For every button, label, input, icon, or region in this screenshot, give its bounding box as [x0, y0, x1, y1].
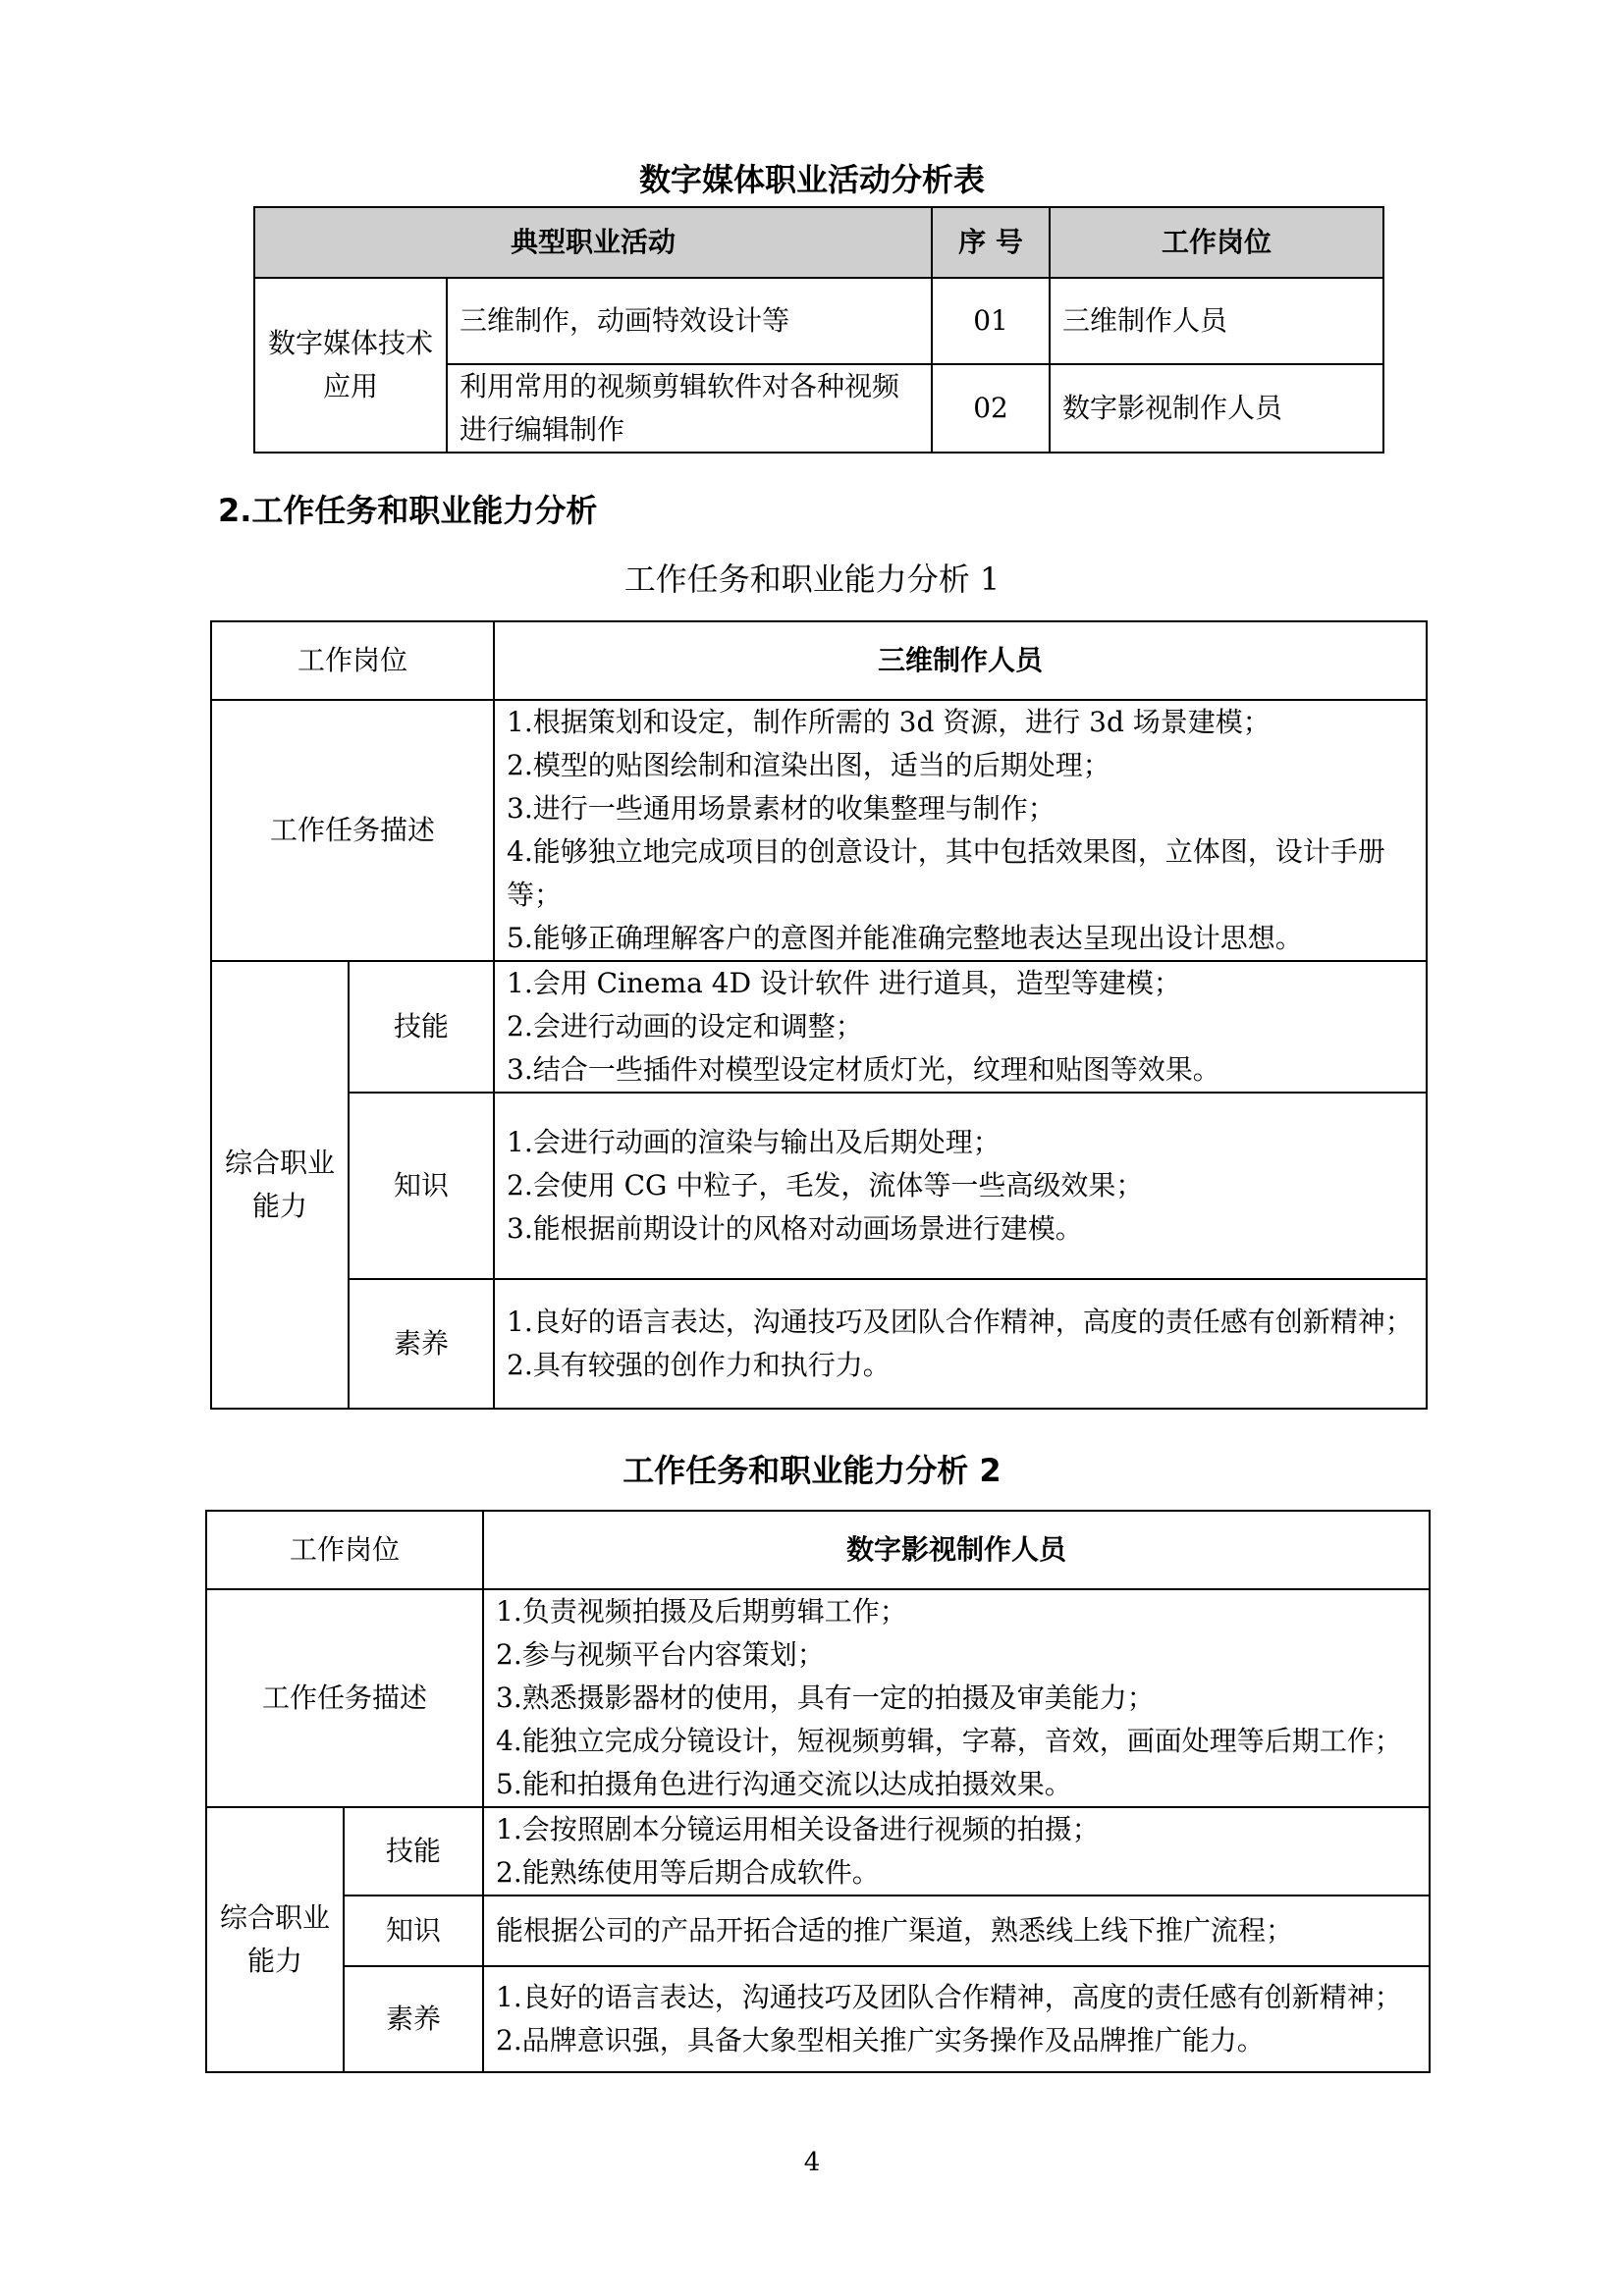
activity-cell: 三维制作，动画特效设计等 — [447, 278, 932, 364]
skill-item: 1.会用 Cinema 4D 设计软件 进行道具，造型等建模； — [507, 967, 1181, 999]
skill-item: 2.能熟练使用等后期合成软件。 — [496, 1856, 880, 1889]
skill-label: 技能 — [349, 961, 494, 1093]
task-label: 工作任务描述 — [211, 700, 494, 961]
number-cell: 02 — [932, 364, 1050, 453]
header-post: 工作岗位 — [1050, 207, 1383, 278]
knowledge-label: 知识 — [344, 1896, 483, 1966]
task-list — [483, 1589, 1430, 1807]
table2-title: 工作任务和职业能力分析 1 — [623, 561, 1001, 598]
post-cell: 三维制作人员 — [1050, 278, 1383, 364]
quality-item: 1.良好的语言表达，沟通技巧及团队合作精神，高度的责任感有创新精神； — [507, 1306, 1413, 1338]
task-label: 工作任务描述 — [206, 1589, 483, 1807]
task-item: 2.参与视频平台内容策划； — [496, 1638, 825, 1671]
knowledge-item: 1.会进行动画的渲染与输出及后期处理； — [507, 1126, 1001, 1158]
quality-list — [494, 1279, 1427, 1409]
post-cell: 数字影视制作人员 — [1050, 364, 1383, 453]
quality-list — [483, 1966, 1430, 2072]
task-item: 4.能独立完成分镜设计，短视频剪辑，字幕，音效，画面处理等后期工作； — [496, 1725, 1402, 1757]
skill-list — [483, 1807, 1430, 1896]
category-cell — [254, 278, 447, 453]
knowledge-item: 3.能根据前期设计的风格对动画场景进行建模。 — [507, 1212, 1083, 1245]
quality-label: 素养 — [349, 1279, 494, 1409]
task-item: 1.负责视频拍摄及后期剪辑工作； — [496, 1595, 907, 1628]
skill-item: 3.结合一些插件对模型设定材质灯光，纹理和贴图等效果。 — [507, 1053, 1220, 1086]
occupation-activity-table — [253, 206, 1384, 454]
quality-item: 2.品牌意识强，具备大象型相关推广实务操作及品牌推广能力。 — [496, 2024, 1265, 2056]
task-item: 2.模型的贴图绘制和渲染出图，适当的后期处理； — [507, 749, 1110, 781]
task-item: 4.能够独立地完成项目的创意设计，其中包括效果图，立体图，设计手册等； — [507, 835, 1385, 911]
knowledge-label: 知识 — [349, 1093, 494, 1279]
number-cell: 01 — [932, 278, 1050, 364]
ability-label: 综合职业能力 — [206, 1807, 344, 2072]
quality-item: 1.良好的语言表达，沟通技巧及团队合作精神，高度的责任感有创新精神； — [496, 1981, 1402, 2013]
category-label: 数字媒体技术应用 — [267, 327, 433, 402]
knowledge-list — [494, 1093, 1427, 1279]
table3-title: 工作任务和职业能力分析 2 — [623, 1452, 1001, 1489]
table1-title: 数字媒体职业活动分析表 — [638, 161, 985, 198]
task-item: 5.能和拍摄角色进行沟通交流以达成拍摄效果。 — [496, 1768, 1072, 1800]
post-label: 工作岗位 — [211, 621, 494, 700]
header-activity: 典型职业活动 — [254, 207, 932, 278]
ability-label: 综合职业能力 — [211, 961, 349, 1409]
skill-label: 技能 — [344, 1807, 483, 1896]
task-item: 3.进行一些通用场景素材的收集整理与制作； — [507, 792, 1056, 825]
task-ability-table-2 — [205, 1510, 1431, 2073]
activity-cell: 利用常用的视频剪辑软件对各种视频进行编辑制作 — [447, 364, 932, 453]
skill-item: 1.会按照剧本分镜运用相关设备进行视频的拍摄； — [496, 1813, 1100, 1845]
skill-item: 2.会进行动画的设定和调整； — [507, 1010, 863, 1042]
page-number: 4 — [803, 2148, 821, 2177]
header-number: 序 号 — [932, 207, 1050, 278]
post-label: 工作岗位 — [206, 1511, 483, 1589]
section-heading: 2.工作任务和职业能力分析 — [218, 492, 598, 529]
task-ability-table-1 — [210, 620, 1428, 1410]
knowledge-item: 能根据公司的产品开拓合适的推广渠道，熟悉线上线下推广流程； — [496, 1914, 1294, 1947]
post-value: 三维制作人员 — [494, 621, 1427, 700]
knowledge-item: 2.会使用 CG 中粒子，毛发，流体等一些高级效果； — [507, 1169, 1144, 1201]
quality-item: 2.具有较强的创作力和执行力。 — [507, 1349, 891, 1381]
task-item: 3.熟悉摄影器材的使用，具有一定的拍摄及审美能力； — [496, 1682, 1155, 1714]
skill-list — [494, 961, 1427, 1093]
task-item: 5.能够正确理解客户的意图并能准确完整地表达呈现出设计思想。 — [507, 922, 1303, 954]
task-item: 1.根据策划和设定，制作所需的 3d 资源，进行 3d 场景建模； — [507, 706, 1271, 738]
knowledge-list — [483, 1896, 1430, 1966]
task-list — [494, 700, 1427, 961]
post-value: 数字影视制作人员 — [483, 1511, 1430, 1589]
quality-label: 素养 — [344, 1966, 483, 2072]
